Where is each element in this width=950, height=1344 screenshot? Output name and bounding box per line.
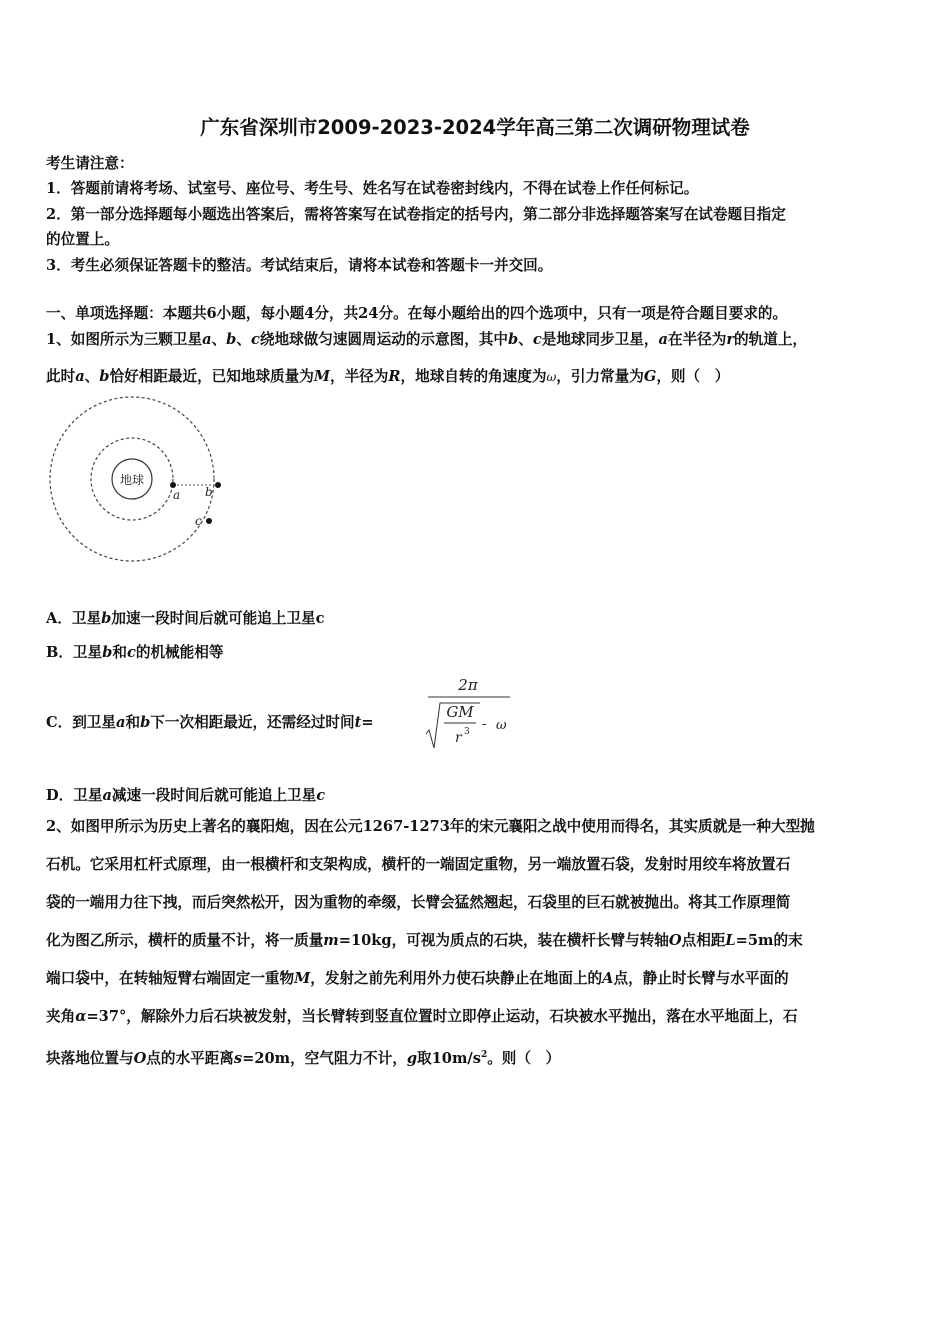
q2-line-2: 石机。它采用杠杆式原理，由一根横杆和支架构成，横杆的一端固定重物，另一端放置石袋，发射时用绞车将放置石	[46, 856, 791, 873]
time-formula	[418, 672, 518, 752]
formula-numerator: 2π	[458, 676, 478, 694]
formula-gm: GM	[446, 703, 474, 721]
notice-item-2: 2．第一部分选择题每小题选出答案后，需将答案写在试卷指定的括号内，第二部分非选择题答案写在试卷题目指定	[46, 206, 786, 223]
q1-option-a: A．卫星b加速一段时间后就可能追上卫星c	[46, 610, 325, 627]
label-c: c	[195, 514, 202, 528]
earth-label: 地球	[119, 473, 145, 487]
q1-line-2: 此时a、b恰好相距最近，已知地球质量为M，半径为R，地球自转的角速度为ω，引力常量为G，则（ ）	[46, 368, 730, 385]
satellite-b	[215, 482, 221, 488]
notice-item-3: 3．考生必须保证答题卡的整洁。考试结束后，请将本试卷和答题卡一并交回。	[46, 257, 553, 274]
formula-omega: ω	[496, 718, 507, 733]
notice-item-2-cont: 的位置上。	[46, 231, 119, 248]
satellite-orbit-diagram	[46, 396, 236, 576]
q2-line-5: 端口袋中，在转轴短臂右端固定一重物M，发射之前先利用外力使石块静止在地面上的A点，静止时长臂与水平面的	[46, 970, 789, 987]
label-b: b	[205, 485, 213, 499]
q1-option-c: C．到卫星a和b下一次相距最近，还需经过时间t=	[46, 714, 374, 731]
q2-line-7: 块落地位置与O点的水平距离s=20m，空气阻力不计，g取$10m/s^2$。则（ ）	[46, 1049, 561, 1067]
section-heading: 一、单项选择题：本题共6小题，每小题4分，共24分。在每小题给出的四个选项中，只有一项是符合题目要求的。	[46, 305, 788, 322]
q2-text	[46, 808, 908, 1078]
formula-minus: -	[482, 716, 487, 732]
page-title: 广东省深圳市2009-2023-2024学年高三第二次调研物理试卷	[200, 116, 750, 139]
q1-option-b: B．卫星b和c的机械能相等	[46, 644, 224, 661]
notice-item-1: 1．答题前请将考场、试室号、座位号、考生号、姓名写在试卷密封线内，不得在试卷上作任何标记。	[46, 180, 699, 197]
q1-line-1: 1、如图所示为三颗卫星a、b、c绕地球做匀速圆周运动的示意图，其中b、c是地球同步卫星，a在半径为r的轨道上，	[46, 331, 808, 348]
formula-r-exponent: 3	[464, 727, 470, 737]
q2-line-4: 化为图乙所示，横杆的质量不计，将一质量m=10kg，可视为质点的石块，装在横杆长臂与转轴O点相距L=5m的末	[46, 932, 803, 949]
q2-line-1: 2、如图甲所示为历史上著名的襄阳炮，因在公元1267-1273年的宋元襄阳之战中使用而得名，其实质就是一种大型抛	[46, 818, 815, 835]
q2-line-3: 袋的一端用力往下拽，而后突然松开，因为重物的牵缀，长臂会猛然翘起，石袋里的巨石就被抛出。将其工作原理简	[46, 894, 791, 911]
satellite-c	[206, 518, 212, 524]
q2-line-6: 夹角α=37°，解除外力后石块被发射，当长臂转到竖直位置时立即停止运动，石块被水平抛出，落在水平地面上，石	[46, 1008, 798, 1025]
q1-option-d: D．卫星a减速一段时间后就可能追上卫星c	[46, 787, 326, 804]
notice-heading: 考生请注意：	[46, 155, 134, 172]
label-a: a	[173, 488, 181, 502]
formula-r: r	[455, 730, 462, 746]
